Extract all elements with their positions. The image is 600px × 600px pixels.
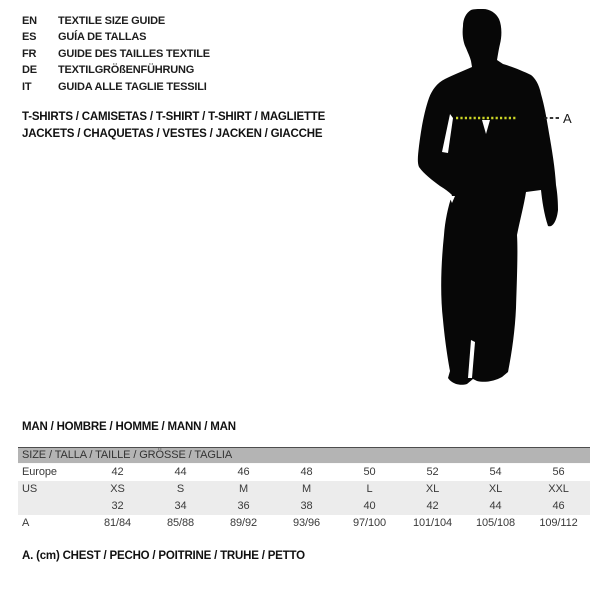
us-numeric-size: 38 [300, 500, 313, 512]
us-size: XL [488, 483, 503, 495]
europe-size: 48 [300, 466, 313, 478]
us-numeric-size: 36 [237, 500, 250, 512]
row-label-us: US [22, 483, 38, 495]
chest-range: 109/112 [539, 517, 578, 529]
europe-size: 42 [111, 466, 124, 478]
garment-categories [22, 109, 325, 143]
language-label-en: TEXTILE SIZE GUIDE [58, 15, 166, 27]
us-numeric-size: 42 [426, 500, 439, 512]
language-code-it: IT [22, 80, 32, 93]
chest-range: 93/96 [292, 517, 321, 529]
language-code-es: ES [22, 31, 37, 44]
man-silhouette-shape [418, 9, 558, 385]
us-size: L [366, 483, 373, 495]
section-title-man: MAN / HOMBRE / HOMME / MANN / MAN [22, 421, 236, 433]
language-code-en: EN [22, 15, 37, 27]
chest-range: 85/88 [166, 517, 195, 529]
language-row-de [22, 62, 210, 78]
europe-size: 54 [489, 466, 502, 478]
us-size: XS [110, 483, 125, 495]
chest-range: 89/92 [229, 517, 258, 529]
us-numeric-size: 32 [111, 500, 124, 512]
language-label-es: GUÍA DE TALLAS [58, 31, 147, 44]
language-row-en [22, 13, 210, 29]
europe-size: 52 [426, 466, 439, 478]
size-table [18, 447, 590, 532]
row-label-europe: Europe [22, 466, 57, 478]
measure-label-a: A [563, 111, 572, 126]
chest-range: 101/104 [412, 517, 453, 529]
row-label-a: A [22, 517, 30, 529]
us-size: XXL [548, 483, 569, 495]
us-numeric-size: 34 [174, 500, 187, 512]
table-row-europe [18, 464, 590, 481]
us-numeric-size: 44 [489, 500, 502, 512]
us-size: XL [425, 483, 440, 495]
man-silhouette-svg [405, 0, 600, 400]
category-jackets: JACKETS / CHAQUETAS / VESTES / JACKEN / GIACCHE [22, 128, 323, 140]
measurement-footnote: A. (cm) CHEST / PECHO / POITRINE / TRUHE / PETTO [22, 550, 305, 562]
language-label-de: TEXTILGRÖßENFÜHRUNG [58, 64, 195, 77]
chest-range: 97/100 [352, 517, 387, 529]
language-list [22, 13, 210, 95]
row-label-us-numeric [18, 498, 86, 515]
us-size: S [176, 483, 185, 495]
man-figure [405, 0, 600, 400]
chest-range: 81/84 [103, 517, 132, 529]
language-row-it [22, 79, 210, 95]
europe-size: 46 [237, 466, 250, 478]
category-tshirts: T-SHIRTS / CAMISETAS / T-SHIRT / T-SHIRT / MAGLIETTE [22, 111, 326, 123]
size-table-header: SIZE / TALLA / TAILLE / GRÖSSE / TAGLIA [18, 447, 590, 464]
language-label-fr: GUIDE DES TAILLES TEXTILE [58, 47, 210, 60]
chest-range: 105/108 [475, 517, 516, 529]
table-row-chest-a [18, 515, 590, 532]
us-numeric-size: 46 [552, 500, 565, 512]
us-size: M [301, 483, 312, 495]
europe-size: 50 [363, 466, 376, 478]
language-row-fr [22, 46, 210, 62]
language-label-it: GUIDA ALLE TAGLIE TESSILI [58, 80, 207, 93]
us-size: M [238, 483, 249, 495]
language-code-fr: FR [22, 47, 37, 60]
language-code-de: DE [22, 64, 37, 77]
table-row-us [18, 481, 590, 498]
us-numeric-size: 40 [363, 500, 376, 512]
europe-size: 44 [174, 466, 187, 478]
language-row-es [22, 29, 210, 45]
europe-size: 56 [552, 466, 565, 478]
table-row-us-numeric [18, 498, 590, 515]
